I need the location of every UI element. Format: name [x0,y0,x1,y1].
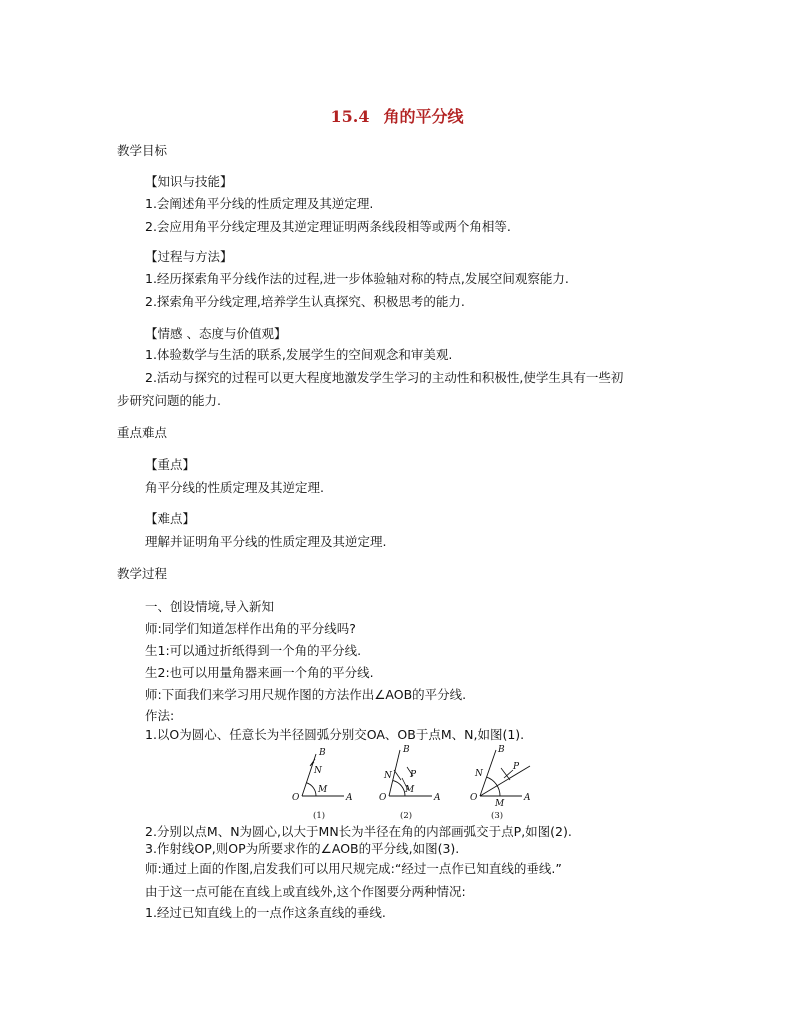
teaching-line-9: 3.作射线OP,则OP为所要求作的∠AOB的平分线,如图(3). [145,841,460,856]
figure-2 [379,745,441,821]
difficulty-text: 理解并证明角平分线的性质定理及其逆定理. [145,534,387,549]
fig2-label-b: B [403,745,410,755]
focus-text: 角平分线的性质定理及其逆定理. [145,480,324,495]
fig3-caption: (3) [491,811,504,821]
fig2-caption: (2) [400,811,413,821]
teaching-line-12: 1.经过已知直线上的一点作这条直线的垂线. [145,905,386,920]
title-number: 15.4 [330,107,370,126]
fig2-label-o: O [379,793,387,803]
fig3-label-o: O [470,793,478,803]
fig3-label-m: M [495,799,505,809]
section-keypoints: 重点难点 [117,425,168,440]
teaching-line-5: 师:下面我们来学习用尺规作图的方法作出∠AOB的平分线. [145,687,467,702]
teaching-line-10: 师:通过上面的作图,启发我们可以用尺规完成:“经过一点作已知直线的垂线.” [145,861,562,876]
fig2-label-n: N [384,771,392,781]
fig3-label-a: A [524,793,531,803]
section-goals: 教学目标 [117,143,168,158]
fig2-label-a: A [434,793,441,803]
teaching-line-2: 师:同学们知道怎样作出角的平分线吗? [145,621,356,636]
teaching-line-1: 一、创设情境,导入新知 [145,599,274,614]
section-teaching: 教学过程 [117,566,168,581]
teaching-line-8: 2.分别以点M、N为圆心,以大于MN长为半径在角的内部画弧交于点P,如图(2). [145,824,572,839]
fig2-label-m: M [405,785,415,795]
heading-difficulty: 【难点】 [145,511,196,526]
fig1-label-n: N [314,766,322,776]
fig1-label-o: O [292,793,300,803]
teaching-line-6: 作法: [145,708,175,723]
title-text: 角的平分线 [383,107,464,126]
knowledge-item-2: 2.会应用角平分线定理及其逆定理证明两条线段相等或两个角相等. [145,219,511,234]
figure-1 [292,748,353,821]
teaching-line-11: 由于这一点可能在直线上或直线外,这个作图要分两种情况: [145,884,466,899]
page-title [0,104,794,127]
fig3-label-b: B [498,745,505,755]
fig3-label-n: N [475,769,483,779]
heading-emotion: 【情感 、态度与价值观】 [145,326,287,341]
angle-bisector-diagrams [288,742,548,828]
fig1-label-a: A [346,793,353,803]
knowledge-item-1: 1.会阐述角平分线的性质定理及其逆定理. [145,196,374,211]
emotion-item-1: 1.体验数学与生活的联系,发展学生的空间观念和审美观. [145,347,453,362]
heading-process: 【过程与方法】 [145,249,233,264]
fig3-label-p: P [513,762,520,772]
heading-knowledge: 【知识与技能】 [145,174,233,189]
teaching-line-4: 生2:也可以用量角器来画一个角的平分线. [145,665,374,680]
emotion-item-2-cont: 步研究问题的能力. [117,393,221,408]
fig1-caption: (1) [313,811,326,821]
process-item-1: 1.经历探索角平分线作法的过程,进一步体验轴对称的特点,发展空间观察能力. [145,271,569,286]
figure-3 [470,745,531,821]
teaching-line-7: 1.以O为圆心、任意长为半径圆弧分别交OA、OB于点M、N,如图(1). [145,727,525,742]
fig1-label-b: B [319,748,326,758]
fig1-label-m: M [318,785,328,795]
teaching-line-3: 生1:可以通过折纸得到一个角的平分线. [145,643,362,658]
construction-figure [288,742,548,828]
heading-focus: 【重点】 [145,457,196,472]
fig2-label-p: P [410,770,417,780]
process-item-2: 2.探索角平分线定理,培养学生认真探究、积极思考的能力. [145,294,465,309]
emotion-item-2: 2.活动与探究的过程可以更大程度地激发学生学习的主动性和积极性,使学生具有一些初 [145,370,624,385]
